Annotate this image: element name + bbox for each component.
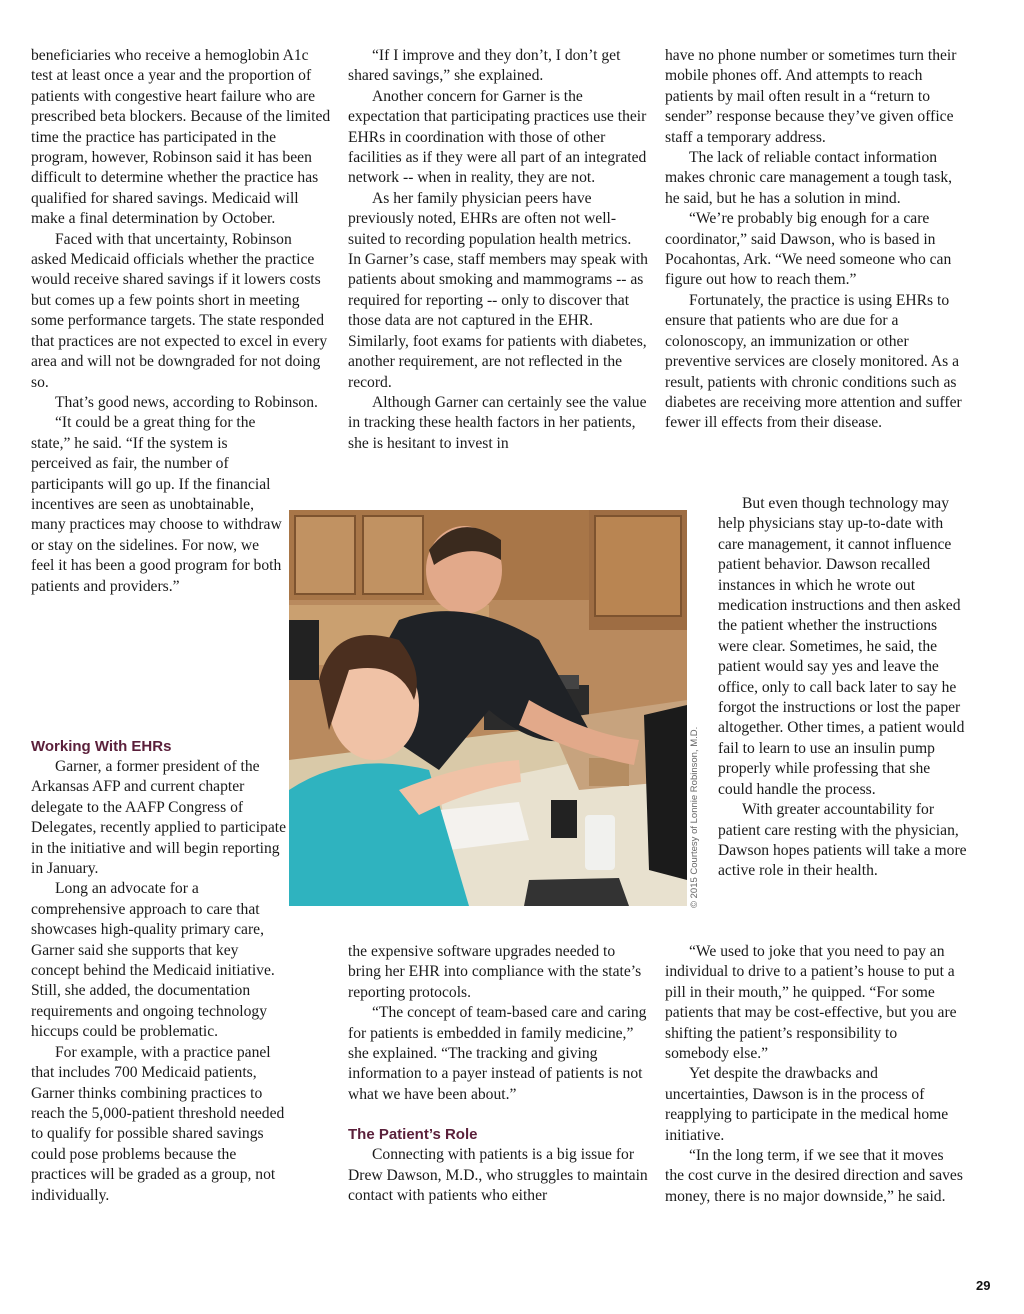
body-paragraph: Faced with that uncertainty, Robinson asked Medicaid officials whether the practice would receive shared savings if it lowers costs but comes up a few points short in meeting some performance targets. The state responded that practices are not expected to excel in every area and will not be downgraded for not doing so.	[31, 230, 328, 391]
body-paragraph: Connecting with patients is a big issue for Drew Dawson, M.D., who struggles to maintain contact with patients who either	[348, 1146, 648, 1205]
body-paragraph: Another concern for Garner is the expectation that participating practices use their EHRs in coordination with those of other facilities as if they were all part of an integrated network -- when in reality, they are not.	[348, 87, 647, 187]
column-1-intro	[31, 46, 331, 597]
body-paragraph: The lack of reliable contact information makes chronic care management a tough task, he said, but he has a solution in mind.	[665, 149, 953, 207]
column-1-section	[31, 737, 286, 1206]
column-2-top	[348, 46, 648, 454]
body-paragraph: Long an advocate for a comprehensive approach to care that showcases high-quality primary care, Garner said she supports that key concept behind the Medicaid initiative. Still, she added, the documentation requirements and ongoing technology hiccups could be problematic.	[31, 880, 275, 1041]
body-paragraph: That’s good news, according to Robinson.	[55, 393, 318, 411]
body-paragraph: Yet despite the drawbacks and uncertainties, Dawson is in the process of reapplying to participate in the medical home initiative.	[665, 1065, 949, 1144]
body-paragraph: “We used to joke that you need to pay an individual to drive to a patient’s house to put a pill in their mouth,” he quipped. “For some patients that may be cost-effective, but you are shifting the patient’s responsibility to somebody else.”	[665, 943, 957, 1063]
body-paragraph: “It could be a great thing for the state,” he said. “If the system is perceived as fair, the number of participants will go up. If the financial incentives are seen as unobtainable, many practices may choose to withdraw or stay on the sidelines. For now, we feel it has been a good program for both patients and providers.”	[31, 414, 282, 595]
body-paragraph: Fortunately, the practice is using EHRs to ensure that patients who are due for a colonoscopy, an immunization or other preventive services are closely monitored. As a result, patients with chronic conditions such as diabetes are receiving more attention and suffer fewer ill effects from their disease.	[665, 291, 962, 432]
body-paragraph: “If I improve and they don’t, I don’t get shared savings,” she explained.	[348, 47, 621, 85]
column-2-bottom	[348, 942, 648, 1206]
body-paragraph: With greater accountability for patient care resting with the physician, Dawson hopes patients will take a more active role in their health.	[718, 801, 967, 880]
body-paragraph: But even though technology may help physicians stay up-to-date with care management, it cannot influence patient behavior. Dawson recalled instances in which he wrote out medication instructions and then asked the patient whether the instructions were clear. Sometimes, he said, the patient would say yes and leave the office, only to call back later to say he forgot the instructions or lost the paper altogether. Other times, a patient would fail to learn to use an insulin pump properly while professing that she could handle the process.	[718, 495, 965, 798]
body-paragraph: beneficiaries who receive a hemoglobin A1c test at least once a year and the proportion of patients with congestive heart failure who are prescribed beta blockers. Because of the limited time the practice has participated in the program, however, Robinson said it has been difficult to determine whether the practice has qualified for shared savings. Medicaid will make a final determination by October.	[31, 47, 331, 228]
section-heading-working-with-ehrs: Working With EHRs	[31, 738, 172, 755]
section-heading-patients-role: The Patient’s Role	[348, 1126, 478, 1144]
body-paragraph: have no phone number or sometimes turn their mobile phones off. And attempts to reach patients by mail often result in a “return to sender” response because they’ve given office staff a temporary address.	[665, 47, 957, 146]
body-paragraph: As her family physician peers have previously noted, EHRs are often not well-suited to recording population health metrics. In Garner’s case, staff members may speak with patients about smoking and mammograms -- as required for reporting -- only to discover that those data are not captured in the EHR. Similarly, foot exams for patients with diabetes, another requirement, are not reflected in the record.	[348, 189, 648, 391]
body-paragraph: For example, with a practice panel that includes 700 Medicaid patients, Garner thinks combining practices to reach the 5,000-patient threshold needed to qualify for possible shared savings could pose problems because the practices will be graded as a group, not individually.	[31, 1043, 285, 1204]
column-3-wrap	[718, 494, 968, 882]
page-number: 29	[976, 1278, 991, 1293]
body-paragraph: “The concept of team-based care and caring for patients is embedded in family medicine,” she explained. “The tracking and giving information to a payer instead of patients is not what we have been about.”	[348, 1004, 647, 1103]
column-3-top	[665, 46, 965, 434]
body-paragraph: the expensive software upgrades needed to bring her EHR into compliance with the state’s reporting protocols.	[348, 943, 642, 1001]
office-photo	[289, 510, 687, 906]
body-paragraph: Although Garner can certainly see the value in tracking these health factors in her patients, she is hesitant to invest in	[348, 393, 647, 452]
body-paragraph: “In the long term, if we see that it moves the cost curve in the desired direction and saves money, there is no major downside,” he said.	[665, 1147, 963, 1205]
body-paragraph: Garner, a former president of the Arkansas AFP and current chapter delegate to the AAFP Congress of Delegates, recently applied to participate in the initiative and will begin reporting in January.	[31, 758, 287, 878]
photo-credit: © 2015 Courtesy of Lonnie Robinson, M.D.	[689, 726, 700, 908]
column-3-bottom	[665, 942, 965, 1207]
body-paragraph: “We’re probably big enough for a care coordinator,” said Dawson, who is based in Pocahontas, Ark. “We need someone who can figure out how to reach them.”	[665, 210, 952, 289]
